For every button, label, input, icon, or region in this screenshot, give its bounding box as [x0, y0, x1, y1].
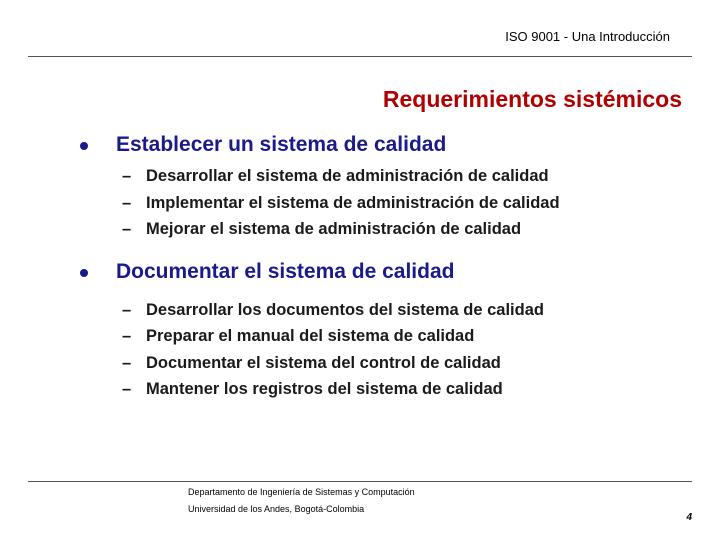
- dash-icon: –: [122, 380, 132, 398]
- subitem-text: Desarrollar los documentos del sistema de calidad: [146, 300, 544, 319]
- bullet-text: Establecer un sistema de calidad: [116, 133, 447, 156]
- slide-title: Requerimientos sistémicos: [382, 86, 682, 112]
- footer: [188, 484, 415, 518]
- dash-icon: –: [122, 193, 132, 212]
- subitem-text: Implementar el sistema de administración de calidad: [146, 193, 560, 212]
- subitem: [80, 350, 700, 377]
- subitem-text: Documentar el sistema del control de calidad: [146, 353, 501, 372]
- bullet-item: [80, 257, 700, 287]
- dash-icon: –: [122, 353, 132, 372]
- slide-content: [80, 130, 700, 413]
- dash-icon: –: [122, 327, 132, 345]
- subitem-list: [80, 163, 700, 243]
- header-divider: [28, 56, 692, 57]
- subitem: [80, 376, 700, 403]
- subitem: [80, 190, 700, 217]
- subitem-list: [80, 297, 700, 403]
- bullet-item: [80, 130, 700, 160]
- subitem-text: Desarrollar el sistema de administración de calidad: [146, 167, 549, 185]
- subitem-text: Mejorar el sistema de administración de calidad: [146, 220, 522, 238]
- bullet-dot-icon: [80, 269, 88, 277]
- subitem: [80, 163, 700, 190]
- subitem-text: Mantener los registros del sistema de calidad: [146, 380, 503, 398]
- subitem-text: Preparar el manual del sistema de calidad: [146, 327, 475, 345]
- subitem: [80, 297, 700, 324]
- footer-divider: [28, 481, 692, 482]
- header-text: ISO 9001 - Una Introducción: [505, 29, 670, 44]
- subitem: [80, 323, 700, 350]
- bullet-group: [80, 257, 700, 403]
- subitem: [80, 216, 700, 243]
- dash-icon: –: [122, 300, 132, 319]
- footer-department: Departamento de Ingeniería de Sistemas y Computación: [188, 487, 415, 497]
- bullet-dot-icon: [80, 142, 88, 150]
- dash-icon: –: [122, 167, 132, 185]
- bullet-text: Documentar el sistema de calidad: [116, 259, 455, 283]
- page-number: 4: [686, 512, 692, 523]
- bullet-group: [80, 130, 700, 243]
- dash-icon: –: [122, 220, 132, 238]
- footer-university: Universidad de los Andes, Bogotá-Colombia: [188, 504, 365, 514]
